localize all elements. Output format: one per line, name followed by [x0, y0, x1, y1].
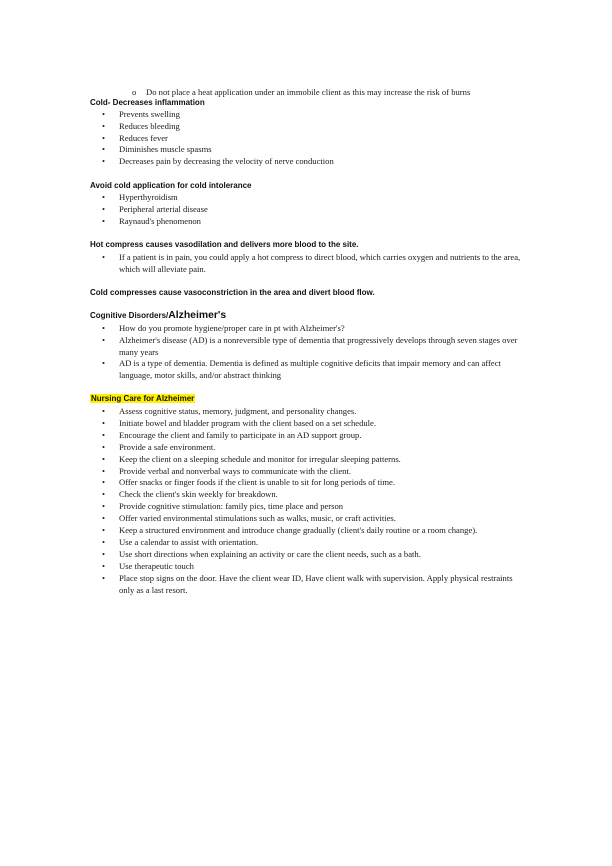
- list-item: • Check the client's skin weekly for breakdown.: [102, 489, 278, 500]
- bullet-icon: •: [102, 489, 106, 500]
- bullet-icon: •: [102, 109, 106, 119]
- list-item: • Keep the client on a sleeping schedule and monitor for irregular sleeping patterns.: [102, 453, 401, 464]
- list-item: • Offer snacks or finger foods if the client is unable to sit for long periods of time.: [102, 477, 395, 488]
- cognitive-heading-suffix: Alzheimer's: [168, 310, 227, 321]
- bullet-icon: •: [102, 156, 106, 167]
- hot-compress-list: [102, 252, 522, 276]
- list-item: • Provide verbal and nonverbal ways to communicate with the client.: [102, 465, 351, 476]
- bullet-icon: •: [102, 132, 106, 143]
- sub-bullet-marker: o: [132, 87, 137, 97]
- nursing-heading: [90, 394, 195, 403]
- bullet-icon: •: [102, 203, 106, 214]
- avoid-cold-heading: Avoid cold application for cold intolerance: [90, 181, 252, 190]
- bullet-icon: •: [102, 513, 106, 524]
- list-item: • Assess cognitive status, memory, judgment, and personality changes.: [102, 406, 357, 416]
- bullet-icon: •: [102, 192, 106, 202]
- avoid-cold-list: [102, 192, 522, 227]
- bullet-icon: •: [102, 406, 106, 416]
- list-item: • Diminishes muscle spasms: [102, 144, 212, 155]
- list-item: • Hyperthyroidism: [102, 192, 178, 202]
- cognitive-heading: [90, 310, 226, 321]
- list-item: • Peripheral arterial disease: [102, 203, 208, 214]
- list-item: • Use short directions when explaining an activity or care the client needs, such as a bath.: [102, 548, 421, 559]
- cold-heading: Cold- Decreases inflammation: [90, 98, 205, 107]
- cold-list: [102, 109, 522, 168]
- bullet-icon: •: [102, 323, 106, 333]
- list-item: • Encourage the client and family to participate in an AD support group.: [102, 429, 362, 440]
- list-item: • Use a calendar to assist with orientation.: [102, 536, 259, 547]
- list-item: • Alzheimer's disease (AD) is a nonreversible type of dementia that progressively develops through seven stages over many years: [102, 334, 518, 357]
- list-item: • Keep a structured environment and introduce change gradually (client's daily routine or a room change).: [102, 525, 478, 536]
- list-item: • If a patient is in pain, you could apply a hot compress to direct blood, which carries oxygen and nutrients to the area, which will alleviate pain.: [102, 252, 521, 274]
- list-item: • Place stop signs on the door. Have the client wear ID, Have client walk with supervision. Apply physical restraints only as a last resort.: [102, 572, 513, 595]
- bullet-icon: •: [102, 536, 106, 547]
- bullet-icon: •: [102, 417, 106, 428]
- cognitive-list: [102, 323, 522, 382]
- list-item: • Use therapeutic touch: [102, 560, 194, 571]
- bullet-icon: •: [102, 144, 106, 155]
- list-item: • Provide a safe environment.: [102, 441, 216, 452]
- list-item: • Raynaud's phenomenon: [102, 215, 201, 226]
- nursing-heading-highlight: Nursing Care for Alzheimer: [91, 394, 195, 403]
- bullet-icon: •: [102, 120, 106, 131]
- list-item: • Prevents swelling: [102, 109, 180, 119]
- list-item: • How do you promote hygiene/proper care in pt with Alzheimer's?: [102, 323, 345, 333]
- bullet-icon: •: [102, 477, 106, 488]
- list-item: • Decreases pain by decreasing the velocity of nerve conduction: [102, 156, 334, 167]
- hot-compress-heading: Hot compress causes vasodilation and delivers more blood to the site.: [90, 240, 359, 249]
- cold-compress-heading: Cold compresses cause vasoconstriction in the area and divert blood flow.: [90, 288, 375, 297]
- bullet-icon: •: [102, 525, 106, 536]
- list-item: • Offer varied environmental stimulations such as walks, music, or craft activities.: [102, 513, 396, 524]
- bullet-icon: •: [102, 358, 106, 369]
- bullet-icon: •: [102, 501, 106, 512]
- bullet-icon: •: [102, 429, 106, 440]
- list-item: • AD is a type of dementia. Dementia is defined as multiple cognitive deficits that impair memory and can affect language, motor skills, and/or abstract thinking: [102, 358, 501, 381]
- list-item: • Initiate bowel and bladder program with the client based on a set schedule.: [102, 417, 377, 428]
- bullet-icon: •: [102, 560, 106, 571]
- bullet-icon: •: [102, 453, 106, 464]
- bullet-icon: •: [102, 548, 106, 559]
- bullet-icon: •: [102, 572, 106, 583]
- bullet-icon: •: [102, 252, 106, 262]
- list-item: • Reduces bleeding: [102, 120, 180, 131]
- list-item: • Provide cognitive stimulation: family pics, time place and person: [102, 501, 344, 512]
- bullet-icon: •: [102, 215, 106, 226]
- bullet-icon: •: [102, 441, 106, 452]
- bullet-icon: •: [102, 465, 106, 476]
- list-item: • Reduces fever: [102, 132, 168, 143]
- heat-note-text: Do not place a heat application under an immobile client as this may increase the risk of burns: [146, 87, 471, 97]
- cognitive-heading-prefix: Cognitive Disorders/: [90, 311, 169, 320]
- bullet-icon: •: [102, 334, 106, 345]
- nursing-list: [102, 406, 522, 597]
